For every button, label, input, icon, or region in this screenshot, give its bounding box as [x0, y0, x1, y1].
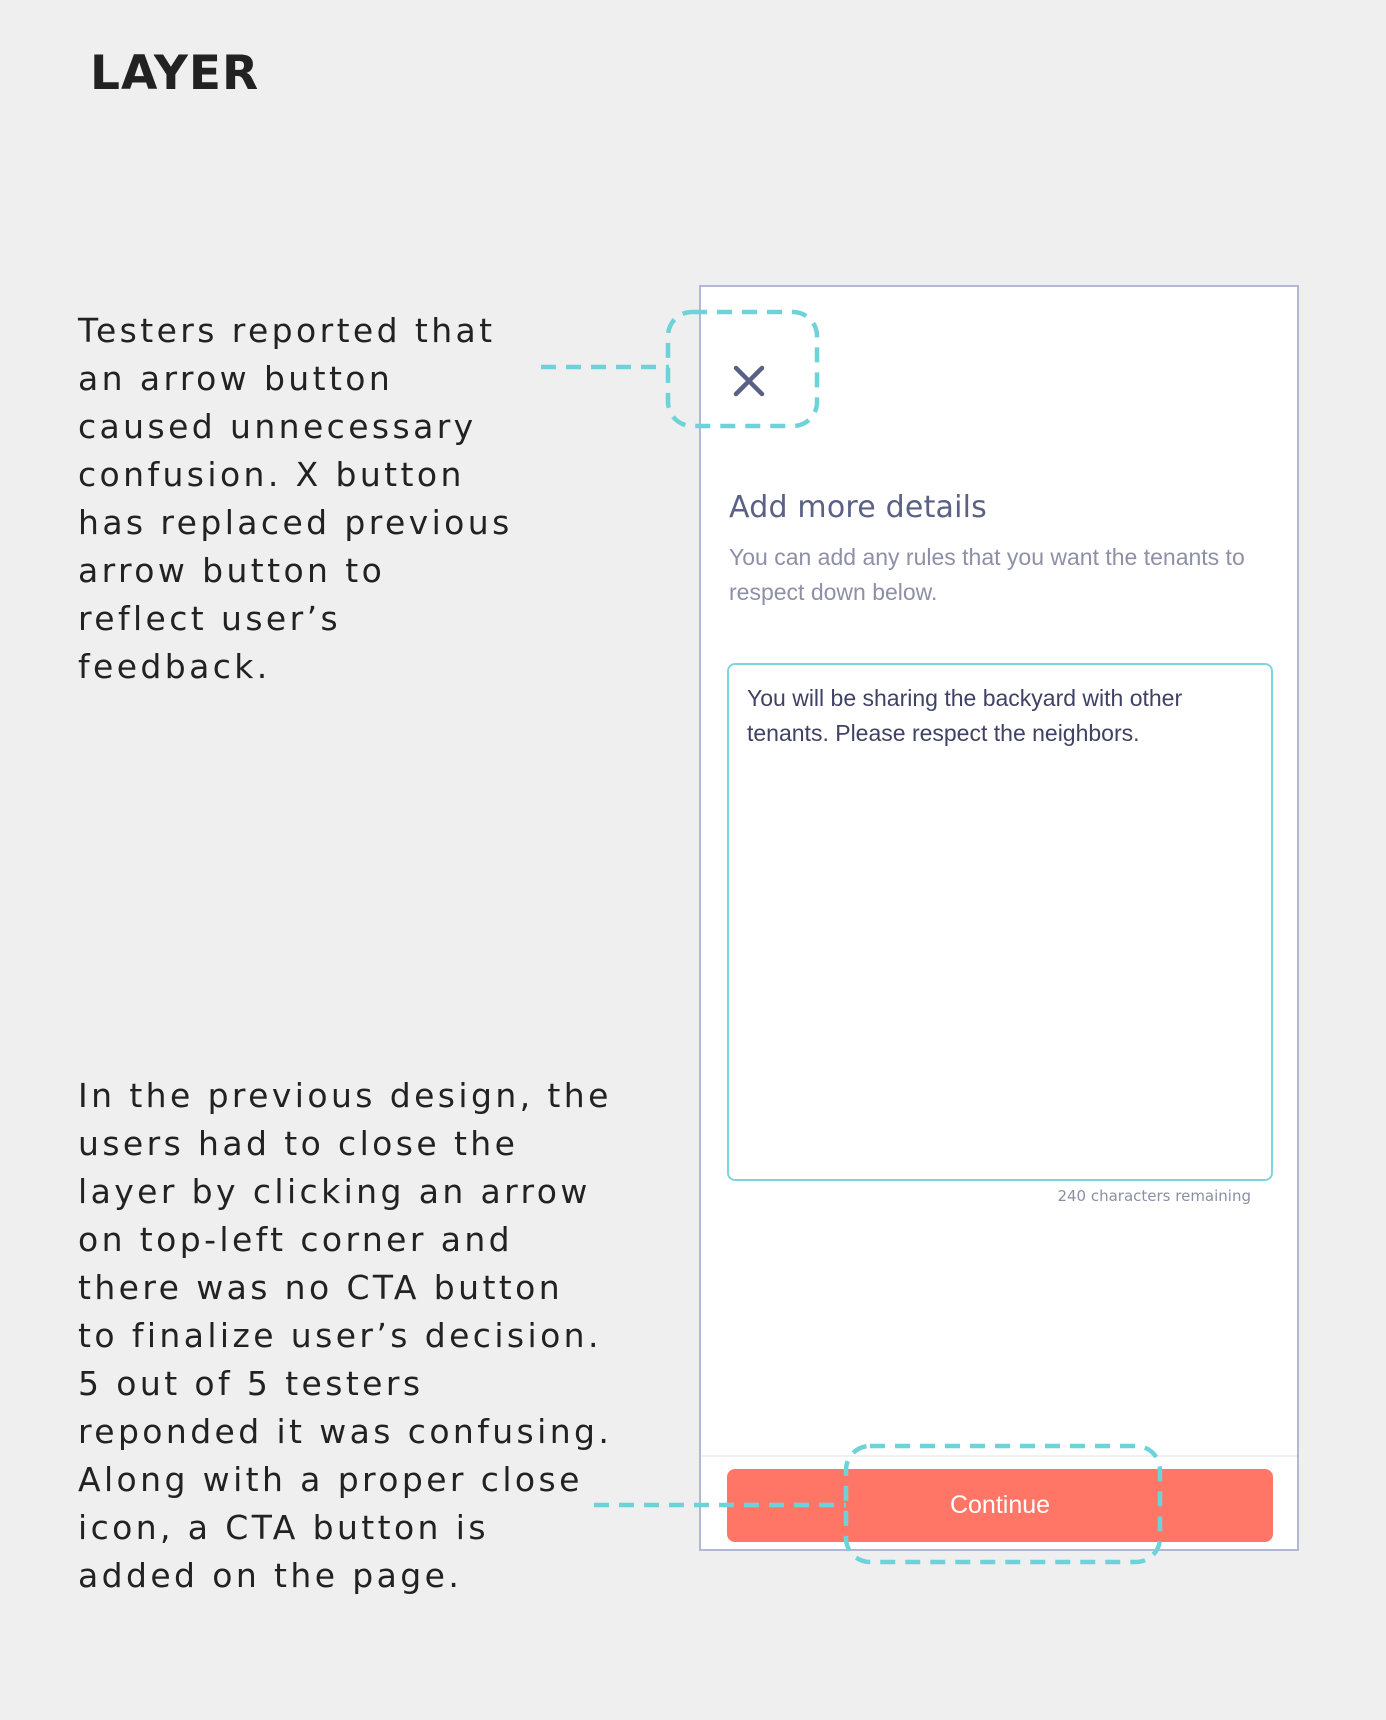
- continue-button[interactable]: Continue: [727, 1469, 1273, 1542]
- annotation-close-note: Testers reported that an arrow button caused unnecessary confusion. X button has replaced previous arrow button to reflect user’s feedback.: [78, 311, 513, 686]
- footer-divider: [701, 1455, 1297, 1457]
- close-icon: [727, 359, 771, 403]
- annotation-cta-note: In the previous design, the users had to close the layer by clicking an arrow on top-left corner and there was no CTA button to finalize user’s decision. 5 out of 5 testers reponded it was confusing. Along with a proper close icon, a CTA button is added on the page.: [78, 1076, 613, 1595]
- page-title: LAYER: [90, 46, 260, 101]
- close-button[interactable]: [727, 359, 771, 403]
- layer-subtext: You can add any rules that you want the tenants to respect down below.: [729, 544, 1245, 605]
- layer-mockup: [699, 285, 1299, 1551]
- layer-heading: Add more details: [729, 490, 988, 525]
- char-counter: 240 characters remaining: [1057, 1187, 1251, 1205]
- details-textarea[interactable]: [727, 663, 1273, 1181]
